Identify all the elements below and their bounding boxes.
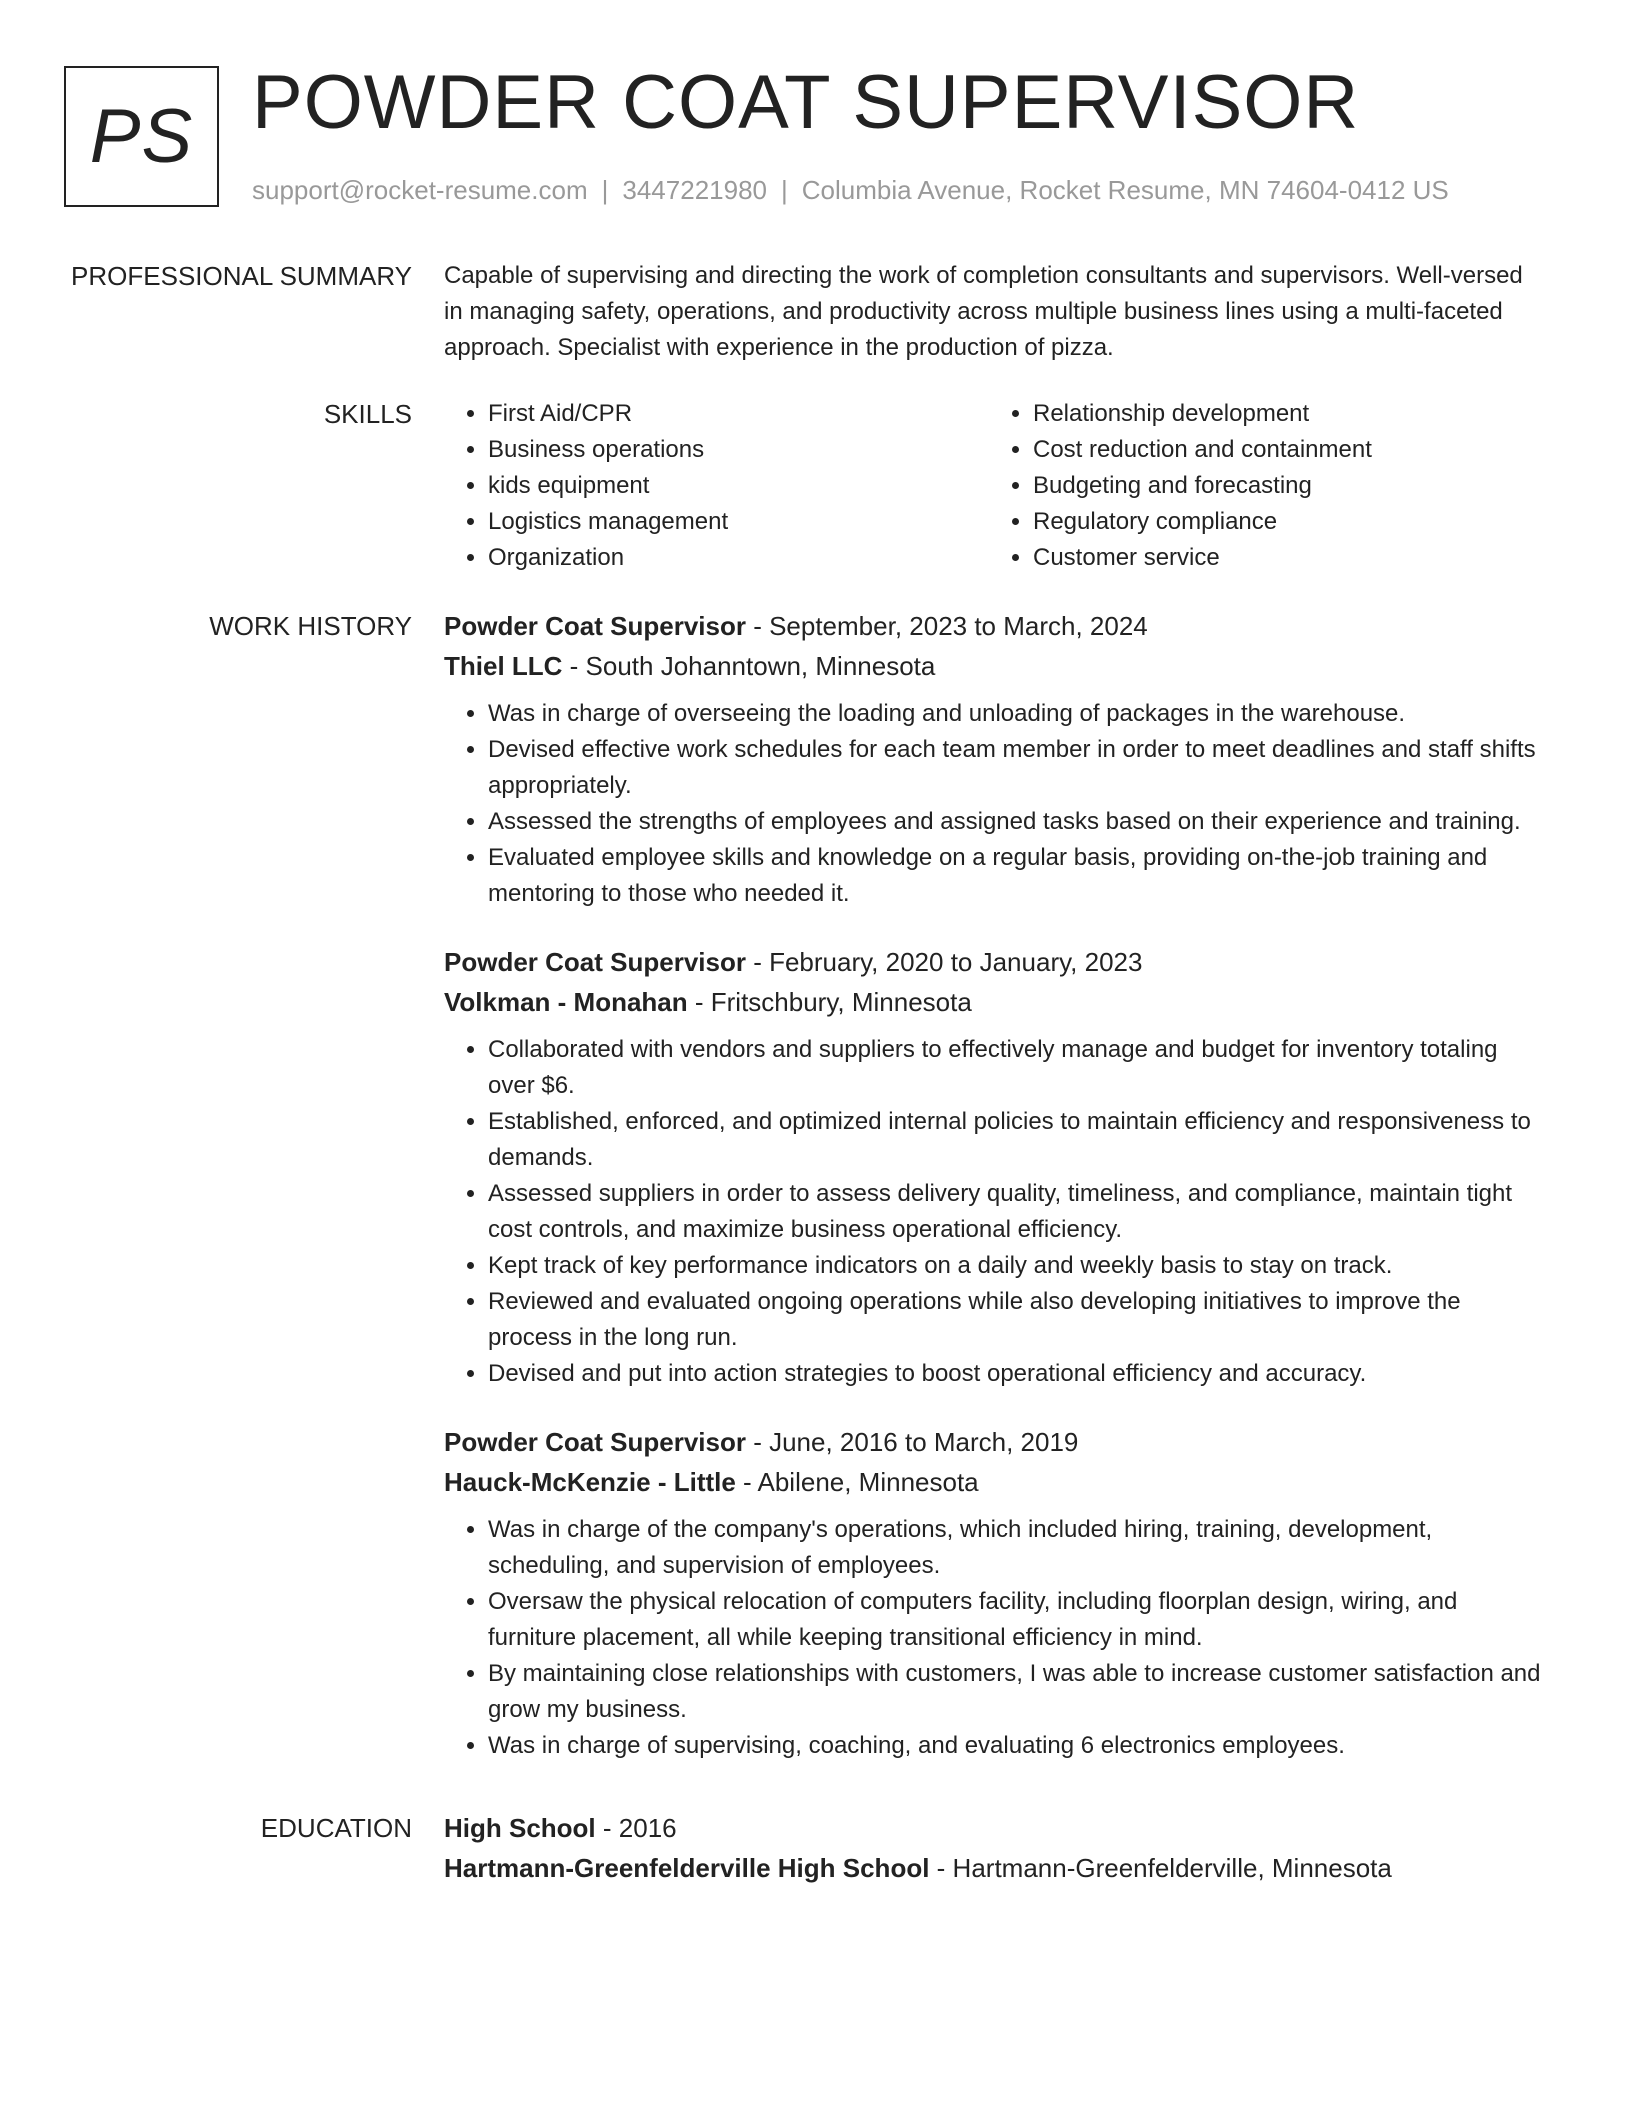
job-company-line	[444, 1462, 1544, 1502]
skills-list-right	[989, 396, 1534, 576]
job-company: Volkman - Monahan	[444, 987, 688, 1017]
job-entry	[444, 942, 1544, 1392]
job-title-line	[444, 606, 1544, 646]
job-title-line	[444, 1422, 1544, 1462]
contact-separator: |	[781, 175, 788, 205]
job-bullet: • Devised effective work schedules for each team member in order to meet deadlines and staff shifts appropriately.	[488, 732, 1544, 804]
skill-item: • Budgeting and forecasting	[1033, 468, 1534, 504]
education-degree: High School	[444, 1813, 596, 1843]
skill-item: • kids equipment	[488, 468, 989, 504]
job-entry	[444, 606, 1544, 912]
skill-item: • Organization	[488, 540, 989, 576]
section-label-work: WORK HISTORY	[209, 611, 412, 641]
skills-body	[444, 396, 1544, 576]
job-entry	[444, 1422, 1544, 1764]
job-bullet: • Assessed suppliers in order to assess delivery quality, timeliness, and compliance, maintain tight cost controls, and maximize business operational efficiency.	[488, 1176, 1544, 1248]
job-bullet: • Was in charge of supervising, coaching, and evaluating 6 electronics employees.	[488, 1728, 1544, 1764]
job-title: Powder Coat Supervisor	[444, 1427, 746, 1457]
job-bullet: • Reviewed and evaluated ongoing operations while also developing initiatives to improve the process in the long run.	[488, 1284, 1544, 1356]
job-company: Thiel LLC	[444, 651, 563, 681]
education-school-line	[444, 1848, 1544, 1888]
job-location: - Fritschbury, Minnesota	[687, 987, 972, 1017]
job-bullet: • Established, enforced, and optimized internal policies to maintain efficiency and responsiveness to demands.	[488, 1104, 1544, 1176]
job-location: - Abilene, Minnesota	[735, 1467, 979, 1497]
monogram-badge: PS	[64, 66, 219, 207]
job-bullets	[444, 1512, 1544, 1764]
job-bullet: • Kept track of key performance indicators on a daily and weekly basis to stay on track.	[488, 1248, 1544, 1284]
contact-separator: |	[601, 175, 609, 205]
job-bullet: • Evaluated employee skills and knowledge on a regular basis, providing on-the-job training and mentoring to those who needed it.	[488, 840, 1544, 912]
skills-list-left	[444, 396, 989, 576]
summary-body	[444, 258, 1544, 366]
job-bullet: • Assessed the strengths of employees and assigned tasks based on their experience and training.	[488, 804, 1544, 840]
skill-item: • Logistics management	[488, 504, 989, 540]
education-location: - Hartmann-Greenfelderville, Minnesota	[929, 1853, 1392, 1883]
job-bullet: • By maintaining close relationships with customers, I was able to increase customer satisfaction and grow my business.	[488, 1656, 1544, 1728]
job-dates: - February, 2020 to January, 2023	[745, 947, 1143, 977]
skill-item: • First Aid/CPR	[488, 396, 989, 432]
job-company: Hauck-McKenzie - Little	[444, 1467, 736, 1497]
contact-address: Columbia Avenue, Rocket Resume, MN 74604-0412 US	[801, 175, 1449, 205]
education-body	[444, 1808, 1544, 1888]
work-body	[444, 606, 1544, 1794]
education-school: Hartmann-Greenfelderville High School	[444, 1853, 930, 1883]
job-bullets	[444, 1032, 1544, 1392]
job-bullet: • Was in charge of the company's operations, which included hiring, training, development, scheduling, and supervision of employees.	[488, 1512, 1544, 1584]
contact-line	[252, 172, 1449, 208]
education-year: - 2016	[595, 1813, 677, 1843]
contact-email: support@rocket-resume.com	[252, 175, 588, 205]
job-bullets	[444, 696, 1544, 912]
job-title: Powder Coat Supervisor	[444, 611, 746, 641]
page-title: POWDER COAT SUPERVISOR	[252, 60, 1360, 145]
skill-item: • Regulatory compliance	[1033, 504, 1534, 540]
job-title: Powder Coat Supervisor	[444, 947, 746, 977]
job-company-line	[444, 646, 1544, 686]
job-location: - South Johanntown, Minnesota	[562, 651, 936, 681]
contact-phone: 3447221980	[622, 175, 767, 205]
skills-columns	[444, 396, 1544, 576]
job-bullet: • Collaborated with vendors and suppliers to effectively manage and budget for inventory totaling over $6.	[488, 1032, 1544, 1104]
education-degree-line	[444, 1808, 1544, 1848]
job-dates: - September, 2023 to March, 2024	[745, 611, 1148, 641]
summary-text: Capable of supervising and directing the work of completion consultants and supervisors. Well-versed in managing safety, operations, and productivity across multiple business lines using a multi-faceted approach. Specialist with experience in the production of pizza.	[444, 262, 1523, 361]
job-company-line	[444, 982, 1544, 1022]
job-dates: - June, 2016 to March, 2019	[745, 1427, 1079, 1457]
skill-item: • Relationship development	[1033, 396, 1534, 432]
skill-item: • Customer service	[1033, 540, 1534, 576]
skill-item: • Business operations	[488, 432, 989, 468]
skill-item: • Cost reduction and containment	[1033, 432, 1534, 468]
section-label-education: EDUCATION	[260, 1813, 412, 1843]
job-bullet: • Oversaw the physical relocation of computers facility, including floorplan design, wiring, and furniture placement, all while keeping transitional efficiency in mind.	[488, 1584, 1544, 1656]
section-label-skills: SKILLS	[323, 399, 412, 429]
section-label-summary: PROFESSIONAL SUMMARY	[71, 261, 412, 291]
job-bullet: • Devised and put into action strategies to boost operational efficiency and accuracy.	[488, 1356, 1544, 1392]
job-title-line	[444, 942, 1544, 982]
job-bullet: • Was in charge of overseeing the loading and unloading of packages in the warehouse.	[488, 696, 1544, 732]
